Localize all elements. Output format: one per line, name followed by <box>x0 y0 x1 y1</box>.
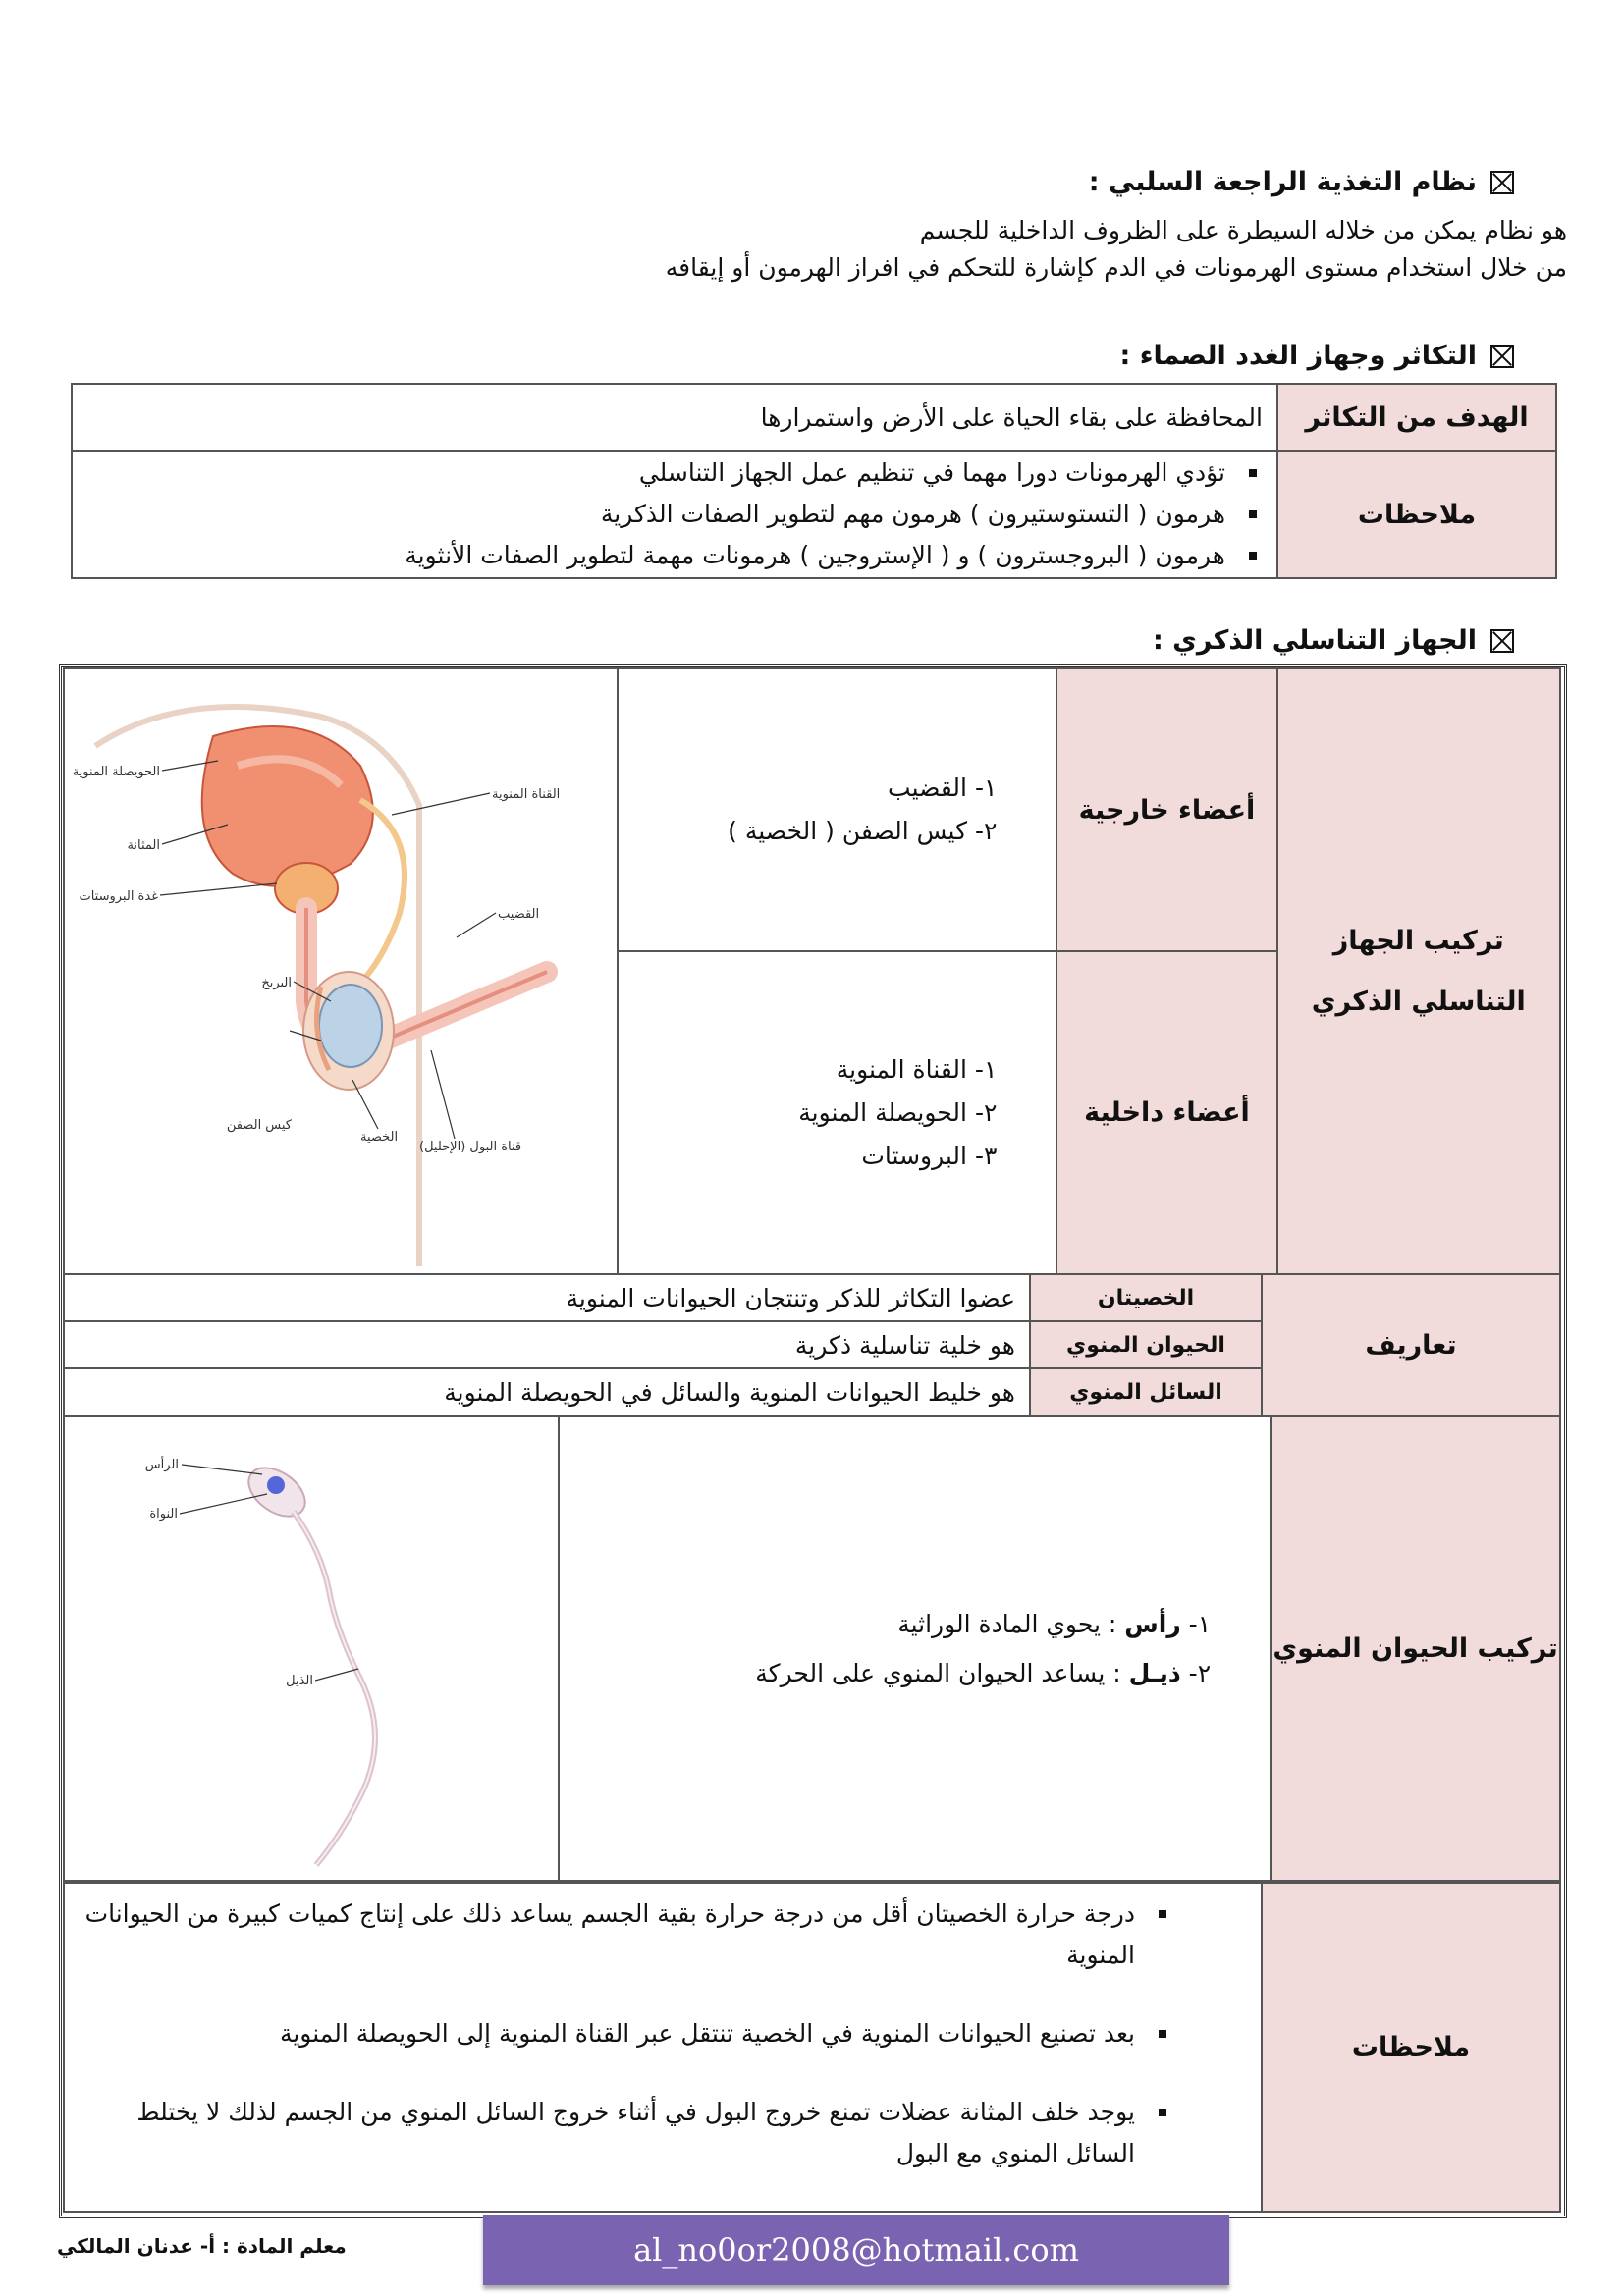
definitions-label: تعاريف <box>1262 1274 1560 1416</box>
section3-heading-text: الجهاز التناسلي الذكري : <box>1152 625 1477 656</box>
sperm-table <box>63 1415 1561 1882</box>
sperm-parts-list <box>561 1600 1211 1698</box>
definition-text: عضوا التكاثر للذكر وتنتجان الحيوانات المنوية <box>64 1274 1030 1321</box>
sperm-part-num: ٢- <box>1188 1658 1212 1687</box>
sperm-diagram <box>66 1423 557 1875</box>
diagram-label-bladder: المثانة <box>127 837 160 853</box>
definition-term: السائل المنوي <box>1030 1368 1262 1416</box>
testis-shape <box>319 985 382 1067</box>
reproduction-table <box>71 383 1557 579</box>
external-organs-label: أعضاء خارجية <box>1056 668 1276 951</box>
diagram-label-penis: القضيب <box>498 906 540 922</box>
notes-label: ملاحظات <box>1277 451 1556 578</box>
diagram-label-urethra: قناة البول (الإحليل) <box>419 1139 522 1154</box>
structure-label: تركيب الجهاز التناسلي الذكري <box>1277 668 1560 1274</box>
section1-heading <box>1089 167 1514 197</box>
goal-label: الهدف من التكاثر <box>1277 384 1556 451</box>
sperm-part-name: ذيـل <box>1128 1658 1181 1687</box>
definition-term: الخصيتان <box>1030 1274 1262 1321</box>
list-item: درجة حرارة الخصيتان أقل من درجة حرارة بقية الجسم يساعد ذلك على إنتاج كميات كبيرة من الحيوانات المنوية <box>84 1894 1135 1976</box>
list-item: ١- القضيب <box>888 774 998 802</box>
list-item: ٢- الحويصلة المنوية <box>798 1097 998 1127</box>
list-item: ٢- كيس الصفن ( الخصية ) <box>728 817 998 845</box>
definitions-table <box>63 1273 1561 1417</box>
sperm-part-desc: : يحوي المادة الوراثية <box>897 1609 1117 1638</box>
diagram-label-seminal-vesicle: الحويصلة المنوية <box>72 764 160 779</box>
list-item: يوجد خلف المثانة عضلات تمنع خروج البول في أثناء خروج السائل المنوي من الجسم لذلك لا يختلط السائل المنوي مع البول <box>84 2092 1135 2174</box>
list-item: تؤدي الهرمونات دورا مهما في تنظيم عمل الجهاز التناسلي <box>74 453 1225 494</box>
notes-table <box>63 1882 1561 2213</box>
definition-text: هو خليط الحيوانات المنوية والسائل في الحويصلة المنوية <box>64 1368 1030 1416</box>
definition-term: الحيوان المنوي <box>1030 1321 1262 1368</box>
internal-organs-label: أعضاء داخلية <box>1056 951 1276 1274</box>
email-banner: al_no0or2008@hotmail.com <box>483 2215 1229 2285</box>
hormone-notes-list <box>74 453 1263 576</box>
sperm-label-head: الرأس <box>144 1457 179 1472</box>
checkbox-icon <box>1490 345 1514 368</box>
male-notes-list <box>84 1894 1202 2174</box>
sperm-part-num: ١- <box>1188 1609 1212 1638</box>
male-reproductive-diagram <box>66 677 616 1266</box>
reproductive-diagram-cell <box>64 668 618 1274</box>
list-item: بعد تصنيع الحيوانات المنوية في الخصية تنتقل عبر القناة المنوية إلى الحويصلة المنوية <box>84 2013 1135 2055</box>
goal-text: المحافظة على بقاء الحياة على الأرض واستمرارها <box>72 384 1277 451</box>
sperm-nucleus-shape <box>267 1476 285 1494</box>
structure-table <box>63 667 1561 1275</box>
teacher-credit: معلم المادة : أ- عدنان المالكي <box>57 2234 347 2258</box>
section1-line1: هو نظام يمكن من خلاله السيطرة على الظروف الداخلية للجسم <box>919 216 1567 244</box>
diagram-label-scrotum: كيس الصفن <box>226 1117 292 1133</box>
list-item: ١- القناة المنوية <box>836 1054 998 1084</box>
checkbox-icon <box>1490 171 1514 194</box>
sperm-part-name: رأس <box>1124 1609 1181 1638</box>
sperm-part-desc: : يساعد الحيوان المنوي على الحركة <box>755 1658 1121 1687</box>
sperm-tail-shape <box>294 1512 375 1865</box>
section2-heading-text: التكاثر وجهاز الغدد الصماء : <box>1119 341 1477 371</box>
notes-label: ملاحظات <box>1262 1883 1560 2212</box>
section1-line2: من خلال استخدام مستوى الهرمونات في الدم كإشارة للتحكم في افراز الهرمون أو إيقافه <box>665 253 1567 282</box>
list-item: هرمون ( البروجسترون ) و ( الإستروجين ) هرمونات مهمة لتطوير الصفات الأنثوية <box>74 535 1225 576</box>
diagram-label-vas-deferens: القناة المنوية <box>492 786 561 802</box>
section2-heading <box>1120 341 1514 371</box>
external-organs-list <box>620 767 997 853</box>
checkbox-icon <box>1490 629 1514 653</box>
diagram-label-prostate: غدة البروستات <box>79 888 158 904</box>
section3-heading <box>1153 625 1514 656</box>
list-item <box>561 1600 1211 1649</box>
list-item: هرمون ( التستوستيرون ) هرمون مهم لتطوير الصفات الذكرية <box>74 494 1225 535</box>
section1-heading-text: نظام التغذية الراجعة السلبي : <box>1088 167 1477 197</box>
list-item: ٣- البروستات <box>861 1141 998 1170</box>
sperm-label-tail: الذيل <box>286 1673 313 1688</box>
diagram-label-testis: الخصية <box>360 1129 399 1145</box>
definition-text: هو خلية تناسلية ذكرية <box>64 1321 1030 1368</box>
diagram-label-epididymis: البربخ <box>261 975 292 990</box>
sperm-diagram-cell <box>64 1416 559 1881</box>
internal-organs-list <box>620 1048 997 1178</box>
sperm-label-nucleus: النواة <box>149 1506 178 1522</box>
list-item <box>561 1649 1211 1698</box>
sperm-structure-label: تركيب الحيوان المنوي <box>1271 1416 1560 1881</box>
